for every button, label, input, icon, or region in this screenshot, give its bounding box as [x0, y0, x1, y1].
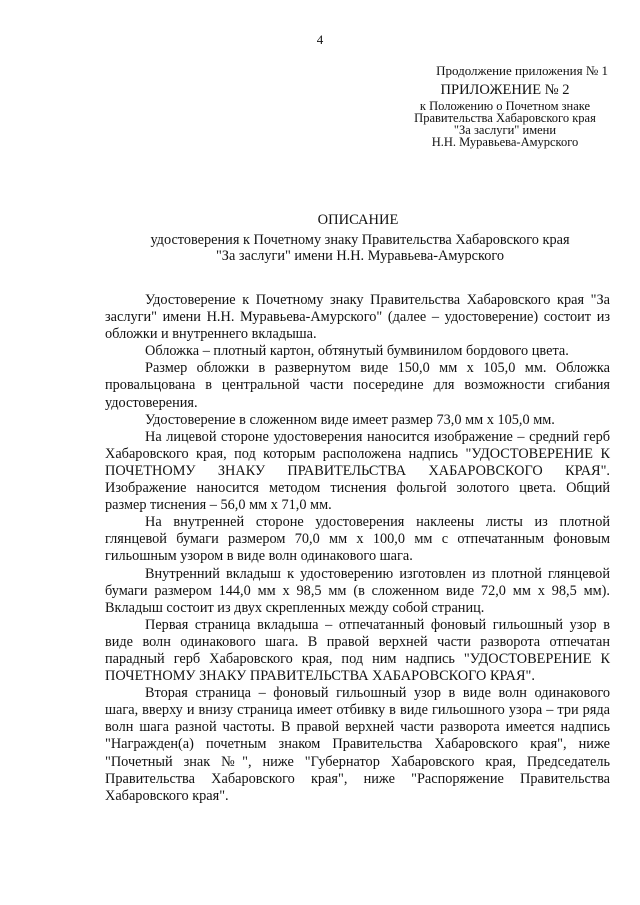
page-number: 4	[316, 32, 324, 47]
paragraph: Обложка – плотный картон, обтянутый бумвинилом бордового цвета.	[145, 343, 569, 360]
appendix-line: к Положению о Почетном знаке	[419, 99, 591, 113]
paragraph: На лицевой стороне удостоверения наносится изображение – средний герб Хабаровского края, под которым расположена надпись "УДОСТОВЕРЕНИЕ К ПОЧЕТНОМУ ЗНАКУ ПРАВИТЕЛЬСТВА ХАБАРОВСКОГО КРАЯ". Изображение наносится методом тиснения фольгой золотого цвета. Общий размер тиснения – 56,0 мм х 71,0 мм.	[105, 428, 610, 514]
paragraph: Удостоверение в сложенном виде имеет размер 73,0 мм х 105,0 мм.	[145, 411, 555, 428]
appendix-continuation: Продолжение приложения № 1	[436, 63, 608, 78]
paragraph: Вторая страница – фоновый гильошный узор в виде волн одинакового шага, вверху и внизу страница имеет отбивку в виде гильошного узора – три ряда волн шага разной частоты. В правой верхней части разворота имеется надпись "Награжден(а) почетным знаком Правительства Хабаровского края", ниже "Почетный знак №", ниже "Губернатор Хабаровского края, Председатель Правительства Хабаровского края", ниже "Распоряжение Правительства Хабаровского края".	[105, 685, 610, 804]
appendix-line: Правительства Хабаровского края	[414, 111, 596, 125]
paragraph: Первая страница вкладыша – отпечатанный фоновый гильошный узор в виде волн одинакового шага. В правой верхней части разворота отпечатан парадный герб Хабаровского края, под ним надпись "УДОСТОВЕРЕНИЕ К ПОЧЕТНОМУ ЗНАКУ ПРАВИТЕЛЬСТВА ХАБАРОВСКОГО КРАЯ".	[105, 616, 610, 685]
document-subheading	[100, 232, 620, 264]
paragraph: Удостоверение к Почетному знаку Правительства Хабаровского края "За заслуги" имени Н.Н. Муравьева-Амурского" (далее – удостоверение) состоит из обложки и внутреннего вкладыша.	[105, 292, 610, 343]
document-heading: ОПИСАНИЕ	[317, 212, 399, 228]
subheading-line: "За заслуги" имени Н.Н. Муравьева-Амурского	[215, 248, 505, 264]
appendix-block	[380, 82, 630, 148]
paragraph: Размер обложки в развернутом виде 150,0 мм х 105,0 мм. Обложка провальцована в центральной части посередине для возможности сгибания удостоверения.	[105, 360, 610, 411]
subheading-line: удостоверения к Почетному знаку Правительства Хабаровского края	[150, 232, 570, 248]
appendix-title: ПРИЛОЖЕНИЕ № 2	[440, 82, 570, 98]
paragraph: Внутренний вкладыш к удостоверению изготовлен из плотной глянцевой бумаги размером 144,0 мм х 98,5 мм (в сложенном виде 72,0 мм х 98,5 мм). Вкладыш состоит из двух скрепленных между собой страниц.	[105, 565, 610, 616]
appendix-line: "За заслуги" имени	[453, 123, 557, 137]
paragraph: На внутренней стороне удостоверения наклеены листы из плотной глянцевой бумаги размером 70,0 мм х 100,0 мм с отпечатанным фоновым гильошным узором в виде волн одинакового шага.	[105, 514, 610, 565]
appendix-line: Н.Н. Муравьева-Амурского	[431, 135, 579, 149]
document-body	[105, 292, 610, 805]
